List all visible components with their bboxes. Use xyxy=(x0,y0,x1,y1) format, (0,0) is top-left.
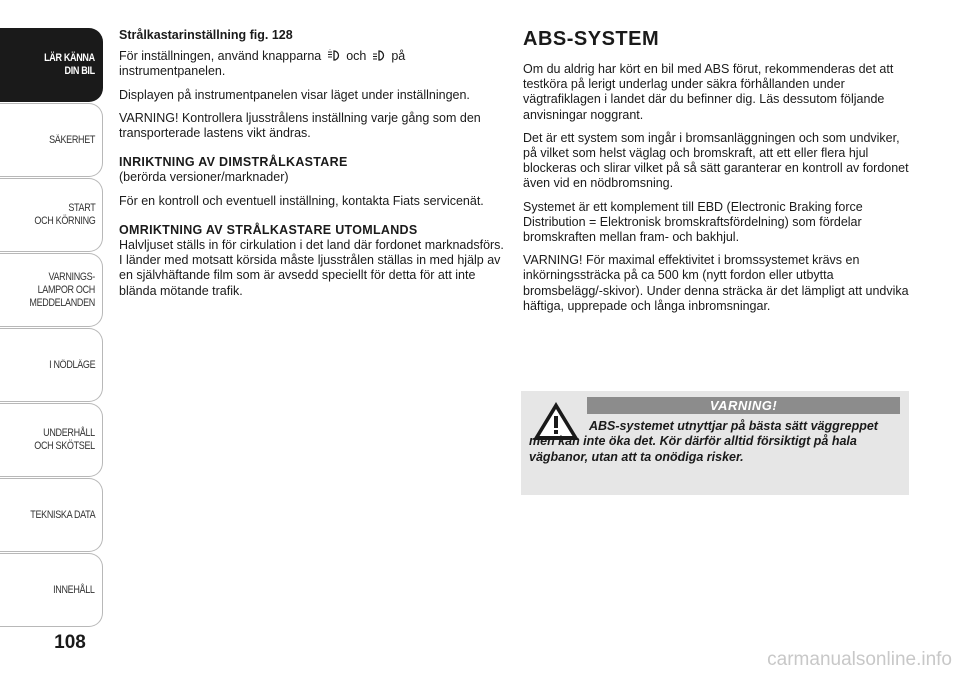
tab-underhall[interactable] xyxy=(0,403,103,477)
fog-lamp-heading: INRIKTNING AV DIMSTRÅLKASTARE xyxy=(119,155,348,170)
headlamp-down-icon xyxy=(372,49,386,62)
abs-paragraph-1: Om du aldrig har kört en bil med ABS förut, rekommenderas det att testköra på lerigt underlag under säkra förhållanden under vägtrafiklagen i landet där du befinner dig. Läs dessutom följande anvisningar noggrant. xyxy=(523,62,894,122)
watermark: carmanualsonline.info xyxy=(767,649,952,670)
headlamp-adjust-heading: Strålkastarinställning fig. 128 xyxy=(119,28,293,42)
warning-header: VARNING! xyxy=(587,397,900,414)
versions-note: (berörda versioner/marknader) xyxy=(119,170,289,185)
abs-paragraph-3: Systemet är ett komplement till EBD (Electronic Braking force Distribution = Elektronisk bromskraftsfördelning) som fördelar bromskraften mellan fram- och bakhjul. xyxy=(523,199,863,245)
adjust-instructions xyxy=(119,49,507,79)
warning-box xyxy=(521,391,909,495)
tab-label: TEKNISKA DATA xyxy=(29,508,95,521)
abroad-paragraph: Halvljuset ställs in för cirkulation i det land där fordonet marknadsförs. I länder med motsatt körsida måste ljusstrålen ställas in med hjälp av en självhäftande film som är avsedd speciellt för detta för att inte blända mötande trafik. xyxy=(119,238,504,298)
headlamp-up-icon xyxy=(327,49,341,62)
tab-lar-kanna-din-bil[interactable] xyxy=(0,28,103,102)
tab-start-och-korning[interactable] xyxy=(0,178,103,252)
tab-sakerhet[interactable] xyxy=(0,103,103,177)
tab-label: START OCH KÖRNING xyxy=(33,202,95,227)
tab-i-nodlage[interactable] xyxy=(0,328,103,402)
tab-label: INNEHÅLL xyxy=(53,583,95,596)
warning-text: ABS-systemet utnyttjar på bästa sätt väggreppet men kan inte öka det. Kör därför alltid försiktigt på hala vägbanor, utan att ta onödiga risker. xyxy=(529,419,878,464)
load-warning-paragraph: VARNING! Kontrollera ljusstrålens inställning varje gång som den transporterade lastens vikt ändras. xyxy=(119,110,481,141)
display-info-paragraph: Displayen på instrumentpanelen visar läget under inställningen. xyxy=(119,87,470,102)
text-fragment: på instrumentpanelen. xyxy=(119,49,406,79)
tab-label: SÄKERHET xyxy=(49,133,95,146)
tab-label: I NÖDLÄGE xyxy=(48,358,95,371)
abs-paragraph-4: VARNING! För maximal effektivitet i bromssystemet krävs en inkörningssträcka på ca 500 km (nytt fordon eller utbytta bromsbelägg/-skivor). Under denna sträcka är det lämpligt att undvika häftiga, upprepade och långa inbromsningar. xyxy=(523,253,909,313)
abs-paragraph-2: Det är ett system som ingår i bromsanläggningen och som undviker, på vilket som helst väglag och bromskraft, att ett eller flera hjul blockeras och slirar vilket på så sätt garanterar en kontroll av fordonet även vid en nödbromsning. xyxy=(523,130,909,191)
tab-tekniska-data[interactable] xyxy=(0,478,103,552)
tab-varningslampor[interactable] xyxy=(0,253,103,327)
fog-lamp-paragraph: För en kontroll och eventuell inställning, kontakta Fiats servicenät. xyxy=(119,193,484,208)
abs-section-title: ABS-SYSTEM xyxy=(523,28,660,50)
abroad-heading: OMRIKTNING AV STRÅLKASTARE UTOMLANDS xyxy=(119,222,418,237)
text-fragment: För inställningen, använd knapparna xyxy=(119,49,322,64)
right-column xyxy=(523,28,913,322)
left-column xyxy=(119,28,507,307)
tab-label: LÄR KÄNNA DIN BIL xyxy=(44,52,95,77)
text-fragment: och xyxy=(346,49,367,64)
tab-label: UNDERHÅLL OCH SKÖTSEL xyxy=(34,427,95,452)
tab-innehall[interactable] xyxy=(0,553,103,627)
tab-label: VARNINGS- LAMPOR OCH MEDDELANDEN xyxy=(29,270,95,309)
chapter-sidebar xyxy=(0,0,104,640)
page-number: 108 xyxy=(54,632,86,653)
